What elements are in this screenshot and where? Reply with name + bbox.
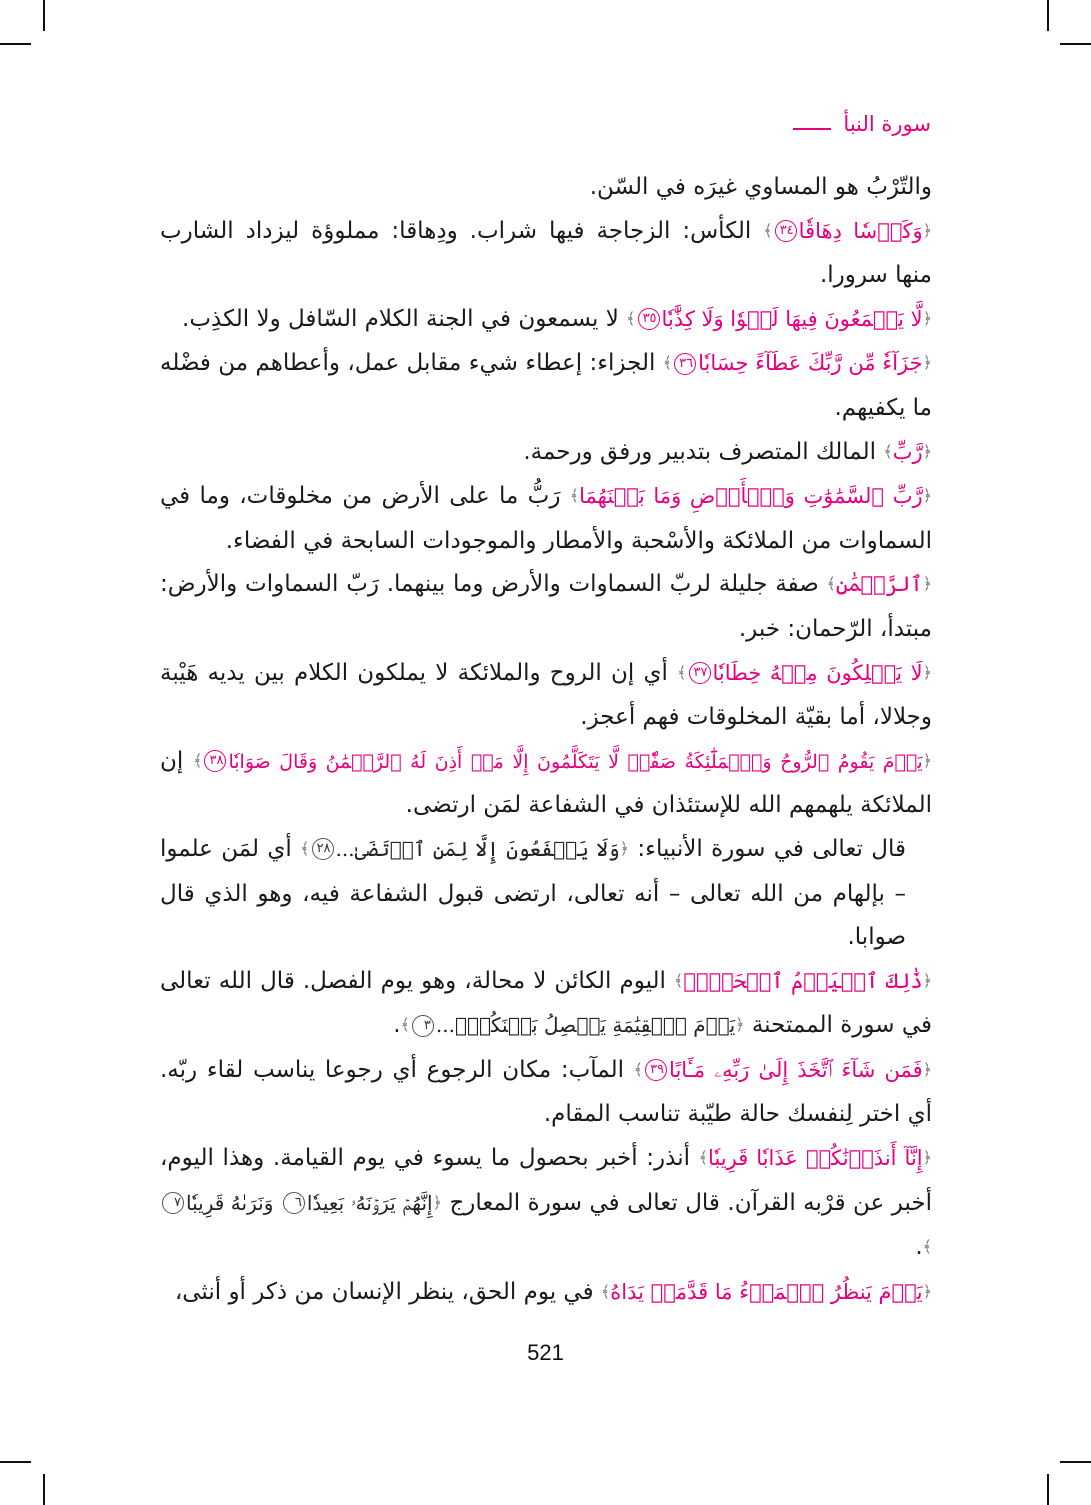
- bracket-open-icon: ﴿: [922, 486, 932, 506]
- explanation-text: إن الملائكة يلهمهم الله للإستئذان في الشفاعة لمَن ارتضى.: [160, 747, 932, 819]
- bracket-close-icon: ﴾: [883, 441, 893, 461]
- ayah-number-badge: ٢٨: [312, 838, 334, 860]
- ayah-number-badge: ٣٩: [645, 1059, 667, 1081]
- bracket-open-icon: ﴿: [922, 574, 933, 594]
- bracket-close-icon: ﴾: [193, 750, 203, 770]
- bracket-close-icon: ﴾: [633, 1059, 644, 1079]
- bracket-close-icon: ﴾: [600, 1281, 611, 1301]
- quote-prefix: قال تعالى في سورة الأنبياء:: [637, 835, 906, 862]
- entry-37: [160, 652, 932, 740]
- ayah-number-badge: ٣٥: [638, 308, 660, 330]
- quoted-verse-2: وَنَرَىٰهُ قَرِيبٗا: [186, 1190, 274, 1215]
- bracket-open-icon: ﴿: [922, 441, 932, 461]
- entry-rabb-samawat: [160, 475, 932, 563]
- ayah-number-badge: ٣٨: [204, 750, 226, 772]
- crop-mark-bottom-right-h: [1060, 1461, 1091, 1463]
- bracket-close-icon: ﴾: [662, 353, 673, 373]
- entry-yawm-haqq: [160, 960, 932, 1049]
- bracket-open-icon: ﴿: [922, 353, 932, 373]
- bracket-open-icon: ﴿: [619, 838, 630, 858]
- verse-text: يَوۡمَ يَقُومُ ٱلرُّوحُ وَٱلۡمَلَٰٓئِكَةُ صَفّٗاۖ لَّا يَتَكَلَّمُونَ إِلَّا مَنۡ أَذِنَ لَهُ ٱلرَّحۡمَٰنُ وَقَالَ صَوَابٗا: [228, 750, 923, 773]
- bracket-open-icon: ﴿: [922, 970, 933, 990]
- crop-mark-bottom-left-h: [0, 1461, 31, 1463]
- verse-text: يَوۡمَ يَنظُرُ ٱلۡمَرۡءُ مَا قَدَّمَتۡ يَدَاهُ: [610, 1279, 923, 1304]
- explanation-text: المالك المتصرف بتدبير ورفق ورحمة.: [523, 438, 877, 465]
- ayah-number-badge: ٣٧: [689, 662, 711, 684]
- entry-40-yawm: [160, 1271, 932, 1316]
- ayah-number-badge: ٧: [162, 1192, 184, 1214]
- entry-34: [160, 210, 932, 298]
- page-content: [160, 166, 932, 1315]
- crop-mark-top-left-h: [0, 43, 31, 45]
- crop-mark-top-right-v: [1047, 0, 1049, 31]
- paragraph-text: والتّرْبُ هو المساوي غيرَه في السّن.: [589, 174, 932, 200]
- surah-title: سورة النبأ: [843, 112, 931, 136]
- verse-text: لَّا يَسۡمَعُونَ فِيهَا لَغۡوٗا وَلَا كِذَّٰبٗا: [661, 306, 923, 331]
- bracket-close-icon: ﴾: [677, 662, 687, 682]
- explanation-text: أي لمَن علموا – بإلهام من الله تعالى – أنه تعالى، ارتضى قبول الشفاعة فيه، وهو الذي قال صوابا.: [160, 835, 906, 951]
- ayah-number-badge: ٣: [412, 1015, 434, 1037]
- bracket-open-icon: ﴿: [432, 1192, 442, 1212]
- bracket-close-icon: ﴾: [922, 1237, 932, 1257]
- explanation-text: المآب: مكان الرجوع أي رجوعا يناسب لقاء ربّه. أي اختر لِنفسك حالة طيّبة تناسب المقام.: [160, 1056, 932, 1128]
- entry-36: [160, 342, 932, 430]
- entry-38: [160, 740, 932, 828]
- crop-mark-bottom-left-v: [43, 1474, 45, 1505]
- explanation-text: الكأس: الزجاجة فيها شراب. ودِهاقا: مملوؤة ليزداد الشارب منها سرورا.: [160, 217, 932, 289]
- explanation-text: صفة جليلة لربّ السماوات والأرض وما بينهما. رَبّ السماوات والأرض: مبتدأ، الرّحمان: خبر.: [160, 571, 932, 642]
- crop-mark-top-right-h: [1060, 43, 1091, 45]
- bracket-close-icon: ﴾: [674, 970, 684, 990]
- bracket-open-icon: ﴿: [922, 220, 932, 240]
- bracket-open-icon: ﴿: [735, 1015, 745, 1035]
- entry-40-andhara: [160, 1137, 932, 1271]
- bracket-close-icon: ﴾: [826, 574, 836, 594]
- running-header: [793, 112, 931, 136]
- quoted-verse: إِنَّهُمۡ يَرَوۡنَهُۥ بَعِيدٗا: [306, 1190, 433, 1215]
- bracket-close-icon: ﴾: [626, 308, 636, 328]
- bracket-close-icon: ﴾: [400, 1015, 410, 1035]
- verse-text: رَّبِّ: [892, 439, 923, 464]
- bracket-open-icon: ﴿: [922, 1148, 933, 1168]
- bracket-open-icon: ﴿: [922, 1059, 932, 1079]
- verse-text: جَزَآءٗ مِّن رَّبِّكَ عَطَآءً حِسَابٗا: [698, 351, 923, 376]
- ayah-number-badge: ٣٤: [775, 220, 797, 242]
- paragraph-0: [160, 166, 932, 210]
- entry-anbiya-quote: [160, 828, 932, 960]
- bracket-close-icon: ﴾: [569, 486, 580, 506]
- entry-rahman: [160, 563, 932, 651]
- bracket-open-icon: ﴿: [922, 662, 933, 682]
- entry-35: [160, 298, 932, 343]
- explanation-text: لا يسمعون في الجنة الكلام السّافل ولا الكذِب.: [182, 305, 619, 332]
- verse-text: ذَٰلِكَ ٱلۡيَوۡمُ ٱلۡحَقُّۖ: [683, 968, 923, 993]
- crop-mark-top-left-v: [43, 0, 45, 31]
- verse-text: وَكَأۡسٗا دِهَاقٗا: [798, 218, 923, 243]
- entry-39: [160, 1049, 932, 1137]
- verse-text: رَّبِّ ٱلسَّمَٰوَٰتِ وَٱلۡأَرۡضِ وَمَا بَيۡنَهُمَا: [579, 484, 923, 509]
- quoted-verse: وَلَا يَشۡفَعُونَ إِلَّا لِمَنِ ٱرۡتَضَىٰ...: [335, 836, 620, 861]
- verse-text: ٱلرَّحۡمَٰنِ: [835, 572, 923, 597]
- quoted-verse: يَوۡمَ ٱلۡقِيَٰمَةِ يَفۡصِلُ بَيۡنَكُمۡۚ...: [435, 1013, 736, 1038]
- explanation-text: الجزاء: إعطاء شيء مقابل عمل، وأعطاهم من فضْله ما يكفيهم.: [160, 350, 932, 421]
- explanation-text: رَبُّ ما على الأرض من مخلوقات، وما في السماوات من الملائكة والأسْحبة والأمطار والموجودات السابحة في الفضاء.: [160, 483, 932, 554]
- bracket-open-icon: ﴿: [922, 1281, 932, 1301]
- verse-text: لَا يَمۡلِكُونَ مِنۡهُ خِطَابٗا: [712, 660, 923, 685]
- explanation-text: في يوم الحق، ينظر الإنسان من ذكر أو أنثى،: [174, 1278, 594, 1305]
- verse-text: فَمَن شَآءَ ٱتَّخَذَ إِلَىٰ رَبِّهِۦ مَـَٔابًا: [669, 1057, 923, 1082]
- entry-rabb: [160, 431, 932, 476]
- explanation-text: أي إن الروح والملائكة لا يملكون الكلام بين يديه هَيْبة وجلالا، أما بقيّة المخلوقات فهم أعجز.: [160, 659, 932, 731]
- suffix: .: [915, 1234, 923, 1261]
- explanation-text: أنذر: أخبر بحصول ما يسوء في يوم القيامة. وهذا اليوم، أخبر عن قرْبه القرآن. قال تعالى في سورة المعارج: [160, 1145, 932, 1216]
- page-number: 521: [527, 1340, 564, 1365]
- ayah-number-badge: ٦: [283, 1192, 305, 1214]
- explanation-text: اليوم الكائن لا محالة، وهو يوم الفصل. قال الله تعالى في سورة الممتحنة: [160, 967, 932, 1039]
- suffix: .: [393, 1012, 401, 1039]
- bracket-close-icon: ﴾: [698, 1148, 709, 1168]
- verse-text: إِنَّآ أَنذَرۡنَٰكُمۡ عَذَابٗا قَرِيبٗا: [708, 1146, 923, 1171]
- bracket-close-icon: ﴾: [300, 838, 310, 858]
- crop-mark-bottom-right-v: [1047, 1474, 1049, 1505]
- bracket-open-icon: ﴿: [922, 308, 932, 328]
- ayah-number-badge: ٣٦: [674, 353, 696, 375]
- header-rule: [793, 128, 831, 130]
- bracket-close-icon: ﴾: [763, 220, 773, 240]
- bracket-open-icon: ﴿: [922, 750, 933, 770]
